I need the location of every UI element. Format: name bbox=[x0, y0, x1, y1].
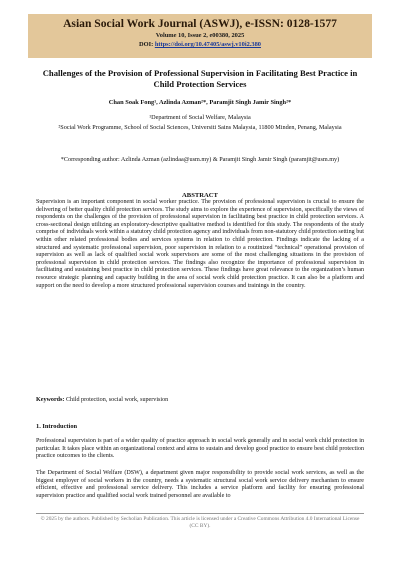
intro-paragraph-2: The Department of Social Welfare (DSW), a department given major responsibility to provide social work services, as well as the biggest employer of social workers in the country, needs a systematic structural social work service delivery mechanism to ensure efficient, effective and professional service delivery. This includes a service platform and facility for ensuring professional supervision practice and qualified social work trained personnel are available to bbox=[36, 470, 364, 499]
intro-paragraph-1: Professional supervision is part of a wider quality of practice approach in social work generally and in social work child protection in particular. It takes place within an organizational context and aims to sustain and develop good practice to ensure best child protection practice outcomes to the clients. bbox=[36, 438, 364, 460]
doi-label: DOI: bbox=[139, 41, 154, 48]
article-title: Challenges of the Provision of Professional Supervision in Facilitating Best Practice in Child Protection Services bbox=[42, 68, 358, 89]
volume-issue: Volume 10, Issue 2, e00380, 2025 bbox=[155, 32, 245, 39]
footer-divider bbox=[36, 513, 364, 514]
doi-link[interactable]: https://doi.org/10.47405/aswj.v10i2.380 bbox=[154, 41, 261, 48]
journal-title: Asian Social Work Journal (ASWJ), e-ISSN: 0128-1577 bbox=[63, 17, 337, 30]
abstract-text: Supervision is an important component in social worker practice. The provision of professional supervision is crucial to ensure the delivering of better quality child protection services. The study aims to explore the experience of supervision, specifically the views of respondents on the challenges of the provision of professional supervision in facilitating best practice in child protection services. A cross-sectional design utilizing an exploratory-descriptive qualitative method is identified for this study. The respondents of the study comprise of individuals work within a statutory child protection agency and individuals from non-statutory child protection setting but within other related professional bodies and services systems in relation to child protection. Findings indicate the lacking of a structured and systematic professional supervision, poor supervision in relation to a routinized “technical” operational provision of supervision as well as lack of qualified social work supervisors are some of the most challenging situations in the provision of professional supervision in child protection services. The findings also recognize the importance of professional supervision in facilitating and sustaining best practice in child protection services. These findings have great relevance to the organization’s human resource strategic planning and capacity building in the area of social work child protection practice. It can also be a platform and support on the need to develop a more structured professional supervision courses and trainings in the country. bbox=[36, 199, 365, 289]
keywords-label: Keywords: bbox=[36, 397, 65, 403]
section-heading-introduction: 1. Introduction bbox=[36, 423, 78, 430]
affiliation-2: ²Social Work Programme, School of Social Sciences, Universiti Sains Malaysia, 11800 Minden, Penang, Malaysia bbox=[58, 123, 342, 131]
author-list: Chan Soak Fong¹, Azlinda Azman²*, Paramjit Singh Jamir Singh²* bbox=[108, 99, 292, 106]
affiliation-1: ¹Department of Social Welfare, Malaysia bbox=[149, 114, 251, 121]
corresponding-author: *Corresponding author: Azlinda Azman (azlindaa@usm.my) & Paramjit Singh Jamir Singh (paramjit@usm.my) bbox=[60, 156, 340, 163]
keywords-text: Child protection, social work, supervision bbox=[65, 397, 169, 403]
journal-banner bbox=[28, 14, 372, 58]
keywords-line bbox=[36, 396, 364, 404]
doi-line bbox=[28, 40, 372, 49]
license-footer: © 2025 by the authors. Published by Secholian Publication. This article is licensed under a Creative Commons Attribution 4.0 International License (CC BY). bbox=[40, 516, 360, 529]
abstract-heading: ABSTRACT bbox=[182, 192, 218, 199]
affiliations bbox=[36, 114, 364, 133]
